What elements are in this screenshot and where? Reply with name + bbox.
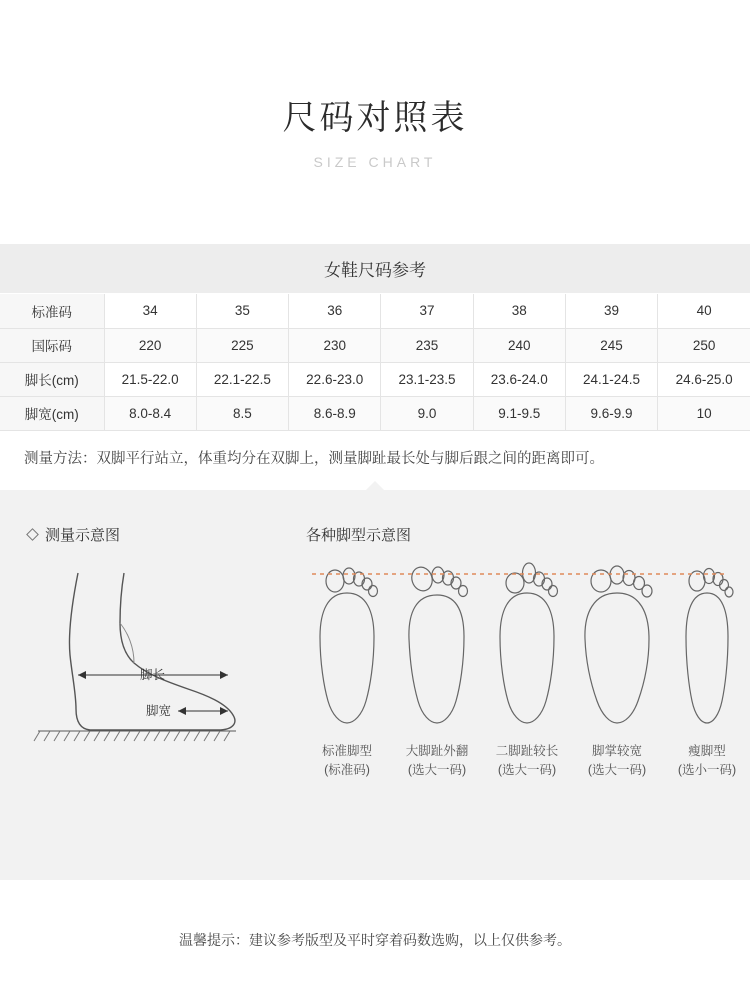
foot-sole-standard-icon (306, 559, 388, 731)
footer-tip: 温馨提示：建议参考版型及平时穿着码数选购，以上仅供参考。 (179, 932, 571, 948)
table-cell: 38 (473, 294, 565, 328)
foot-types-heading-label: 各种脚型示意图 (306, 527, 412, 545)
foot-types-heading (306, 524, 750, 545)
table-row (0, 396, 750, 430)
table-cell: 22.1-22.5 (196, 362, 288, 396)
foot-type-name: 瘦脚型 (688, 744, 726, 759)
foot-length-label: 脚长 (140, 668, 166, 683)
foot-type-hint: (选大一码) (407, 763, 467, 778)
foot-type-item (396, 559, 478, 780)
page-title: 尺码对照表 (282, 99, 468, 137)
title-block (0, 0, 750, 170)
table-cell: 8.0-8.4 (104, 396, 196, 430)
table-cell: 225 (196, 328, 288, 362)
table-cell: 40 (658, 294, 750, 328)
foot-sole-bunion-icon (396, 559, 478, 731)
row-label: 标准码 (0, 294, 104, 328)
foot-type-item (486, 559, 568, 780)
table-cell: 245 (565, 328, 657, 362)
foot-type-item (666, 559, 748, 780)
foot-types-list (306, 559, 750, 780)
table-cell: 24.1-24.5 (565, 362, 657, 396)
table-row (0, 294, 750, 328)
foot-type-name: 脚掌较宽 (591, 744, 642, 759)
table-cell: 23.1-23.5 (381, 362, 473, 396)
measurement-diagram-column (28, 524, 268, 780)
foot-type-hint: (选大一码) (587, 763, 647, 778)
table-cell: 34 (104, 294, 196, 328)
page-subtitle: SIZE CHART (313, 154, 437, 171)
foot-types-column (268, 524, 750, 780)
measurement-diagram-heading-label: 测量示意图 (45, 527, 121, 545)
foot-type-item (576, 559, 658, 780)
table-cell: 37 (381, 294, 473, 328)
table-cell: 35 (196, 294, 288, 328)
row-label: 脚宽(cm) (0, 396, 104, 430)
foot-type-hint: (选大一码) (497, 763, 557, 778)
foot-type-name: 大脚趾外翻 (405, 744, 469, 759)
table-cell: 240 (473, 328, 565, 362)
table-row (0, 362, 750, 396)
table-cell: 10 (658, 396, 750, 430)
table-cell: 21.5-22.0 (104, 362, 196, 396)
foot-type-item (306, 559, 388, 780)
table-cell: 23.6-24.0 (473, 362, 565, 396)
foot-type-name: 二脚趾较长 (495, 744, 559, 759)
table-cell: 22.6-23.0 (289, 362, 381, 396)
table-row (0, 328, 750, 362)
table-cell: 220 (104, 328, 196, 362)
size-table-section (0, 244, 750, 431)
size-table (0, 294, 750, 431)
table-cell: 39 (565, 294, 657, 328)
table-cell: 24.6-25.0 (658, 362, 750, 396)
table-cell: 250 (658, 328, 750, 362)
table-cell: 8.6-8.9 (289, 396, 381, 430)
measure-method-note: 测量方法：双脚平行站立，体重均分在双脚上，测量脚趾最长处与脚后跟之间的距离即可。 (0, 431, 750, 491)
table-cell: 9.6-9.9 (565, 396, 657, 430)
table-cell: 8.5 (196, 396, 288, 430)
table-cell: 230 (289, 328, 381, 362)
foot-sole-long-second-toe-icon (486, 559, 568, 731)
table-cell: 9.1-9.5 (473, 396, 565, 430)
foot-type-hint: (选小一码) (677, 763, 737, 778)
foot-type-hint: (标准码) (324, 763, 370, 778)
table-caption: 女鞋尺码参考 (0, 244, 750, 294)
table-cell: 235 (381, 328, 473, 362)
row-label: 国际码 (0, 328, 104, 362)
foot-type-name: 标准脚型 (321, 744, 372, 759)
table-cell: 9.0 (381, 396, 473, 430)
table-cell: 36 (289, 294, 381, 328)
foot-sole-narrow-icon (666, 559, 748, 731)
row-label: 脚长(cm) (0, 362, 104, 396)
foot-measure-illustration (28, 563, 243, 753)
foot-sole-wide-icon (576, 559, 658, 731)
measurement-diagram-heading (28, 524, 268, 545)
foot-width-label: 脚宽 (146, 704, 172, 719)
diamond-icon (26, 529, 39, 542)
foot-side-view-svg (28, 563, 243, 753)
diagram-panel (0, 490, 750, 880)
reference-dotted-line (312, 569, 732, 579)
